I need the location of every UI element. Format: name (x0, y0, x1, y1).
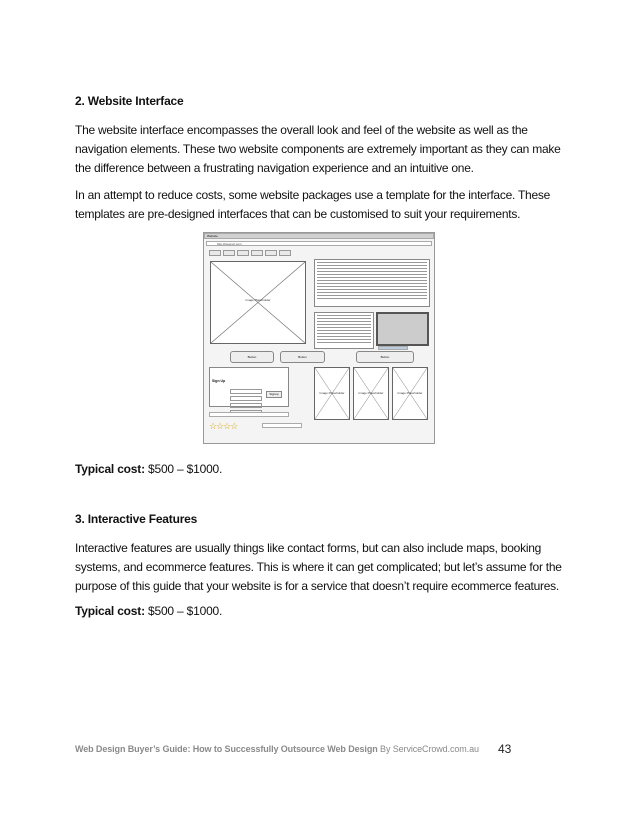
image-placeholder-large (210, 261, 306, 344)
address-url: http://www.url.com (217, 242, 242, 246)
image-placeholder (392, 367, 428, 420)
section-heading-website-interface: 2. Website Interface (75, 94, 184, 108)
text-line: navigation elements. These two website components are extremely important as they can make (75, 142, 561, 156)
text-block (314, 259, 430, 307)
footer-title: Web Design Buyer’s Guide: How to Successfully Outsource Web Design (75, 744, 378, 754)
cost-value: $500 – $1000. (144, 604, 223, 618)
search-box (262, 423, 302, 428)
placeholder-label: Image Placeholder (397, 390, 423, 395)
video-placeholder (376, 312, 429, 346)
nav-button (279, 250, 291, 256)
paragraph-templates (75, 186, 565, 224)
placeholder-label: Image Placeholder (245, 298, 271, 303)
cost-value: $500 – $1000. (144, 462, 223, 476)
placeholder-label: Image Placeholder (358, 390, 384, 395)
paragraph-interactive-features (75, 539, 565, 596)
text-line: templates are pre-designed interfaces that can be customised to suit your requirements. (75, 207, 521, 221)
nav-button (265, 250, 277, 256)
video-progress (378, 346, 408, 350)
paragraph-interface-intro (75, 121, 565, 178)
typical-cost-interactive (75, 604, 222, 618)
window-title: Website (207, 234, 218, 238)
placeholder-label: Image Placeholder (319, 390, 345, 395)
text-line: In an attempt to reduce costs, some website packages use a template for the interface. These (75, 188, 551, 202)
website-wireframe-image (203, 232, 435, 444)
text-line: purpose of this guide that your website is for a service that doesn’t require ecommerce features. (75, 579, 560, 593)
text-line: the difference between a frustrating navigation experience and an intuitive one. (75, 161, 474, 175)
cost-label: Typical cost: (75, 462, 145, 476)
text-line: The website interface encompasses the overall look and feel of the website as well as the (75, 123, 528, 137)
wireframe-button: Button (230, 351, 274, 363)
address-bar (206, 241, 432, 246)
text-line: Interactive features are usually things like contact forms, but can also include maps, booking (75, 541, 542, 555)
signup-button: Signup (266, 391, 282, 398)
search-field (209, 412, 289, 417)
page-number: 43 (498, 742, 512, 756)
nav-button (209, 250, 221, 256)
text-block (314, 312, 374, 349)
image-placeholder (353, 367, 389, 420)
wireframe-button: Button (356, 351, 414, 363)
signup-form (209, 367, 289, 407)
nav-button (237, 250, 249, 256)
wireframe-button: Button (280, 351, 325, 363)
signup-title: Sign Up (212, 379, 226, 383)
text-line: systems, and ecommerce features. This is where it can get complicated; but let’s assume for the (75, 560, 562, 574)
nav-button (251, 250, 263, 256)
section-heading-interactive-features: 3. Interactive Features (75, 512, 198, 526)
page-footer (75, 744, 479, 754)
rating-stars-icon: ☆☆☆☆ (209, 421, 238, 431)
image-placeholder (314, 367, 350, 420)
typical-cost-interface (75, 462, 222, 476)
window-title-bar (204, 233, 434, 239)
nav-button (223, 250, 235, 256)
cost-label: Typical cost: (75, 604, 145, 618)
footer-by: By ServiceCrowd.com.au (377, 744, 479, 754)
